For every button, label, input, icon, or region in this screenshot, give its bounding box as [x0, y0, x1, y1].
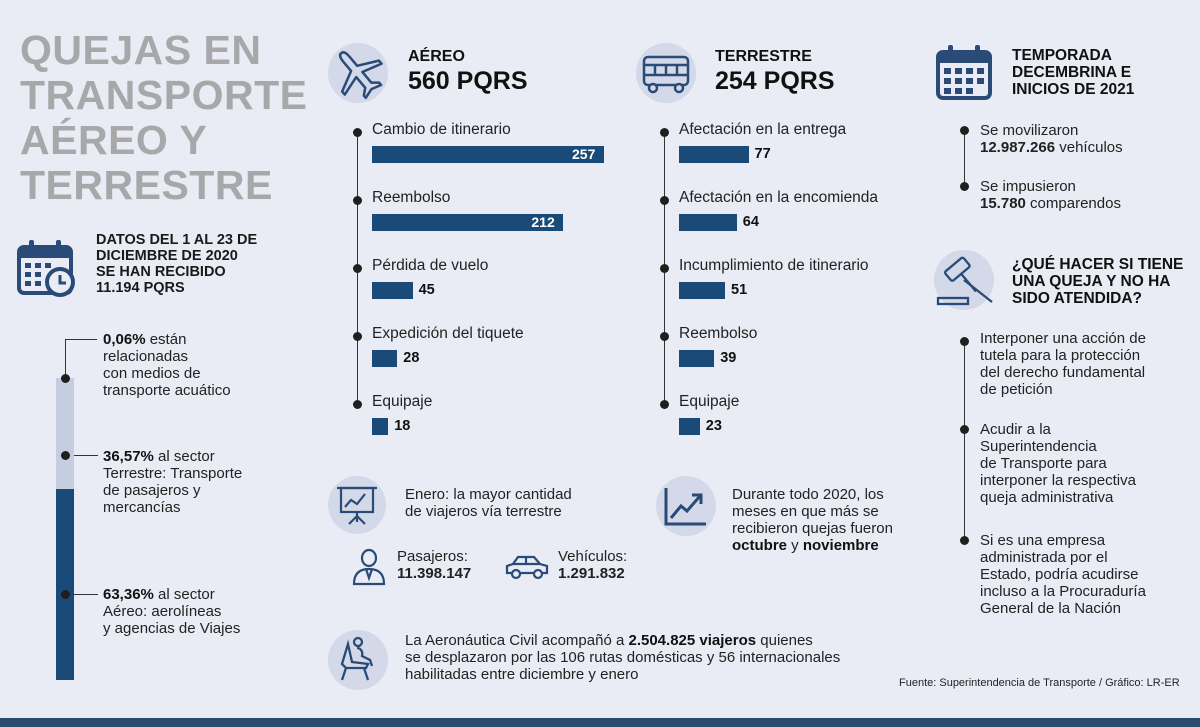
- terrestre-bar: [679, 214, 737, 231]
- calendar-clock-icon: [16, 238, 76, 298]
- terrestre-value-label: 64: [742, 214, 759, 230]
- pasajeros-block: Pasajeros: 11.398.147: [397, 548, 472, 582]
- terrestre-category-label: Incumplimiento de itinerario: [679, 257, 869, 274]
- connector-line: [65, 339, 97, 340]
- share-dot: [61, 590, 70, 599]
- bottom-stripe: [0, 718, 1200, 727]
- temporada-heading: TEMPORADA DECEMBRINA E INICIOS DE 2021: [1012, 47, 1135, 98]
- share-segment-aereo: [56, 489, 74, 680]
- aereo-row-dot: [353, 128, 362, 137]
- aereo-row-dot: [353, 400, 362, 409]
- aereo-value-label: 257: [572, 146, 596, 162]
- terrestre-row-dot: [660, 332, 669, 341]
- aereo-value-label: 18: [394, 418, 411, 434]
- aerocivil-text: La Aeronáutica Civil acompañó a 2.504.825 viajeros quienes se desplazaron por las 106 rutas domésticas y 56 internacionales habilitadas entre diciembre y enero: [405, 632, 841, 683]
- terrestre-category-label: Afectación en la entrega: [679, 121, 847, 138]
- queja-dot: [960, 337, 969, 346]
- temporada-item: Se impusieron 15.780 comparendos: [980, 178, 1121, 212]
- terrestre-total: 254 PQRS: [715, 67, 835, 95]
- terrestre-value-label: 23: [705, 418, 722, 434]
- queja-dot: [960, 425, 969, 434]
- aereo-row-dot: [353, 264, 362, 273]
- aereo-bar: [372, 282, 413, 299]
- share-note-aereo: 63,36% al sector Aéreo: aerolíneas y agencias de Viajes: [103, 586, 241, 637]
- airplane-seat-icon: [328, 630, 388, 690]
- bus-icon: [636, 43, 696, 103]
- aereo-bar: [372, 350, 397, 367]
- connector-line: [74, 455, 98, 456]
- queja-line: [964, 341, 965, 540]
- aereo-bar: [372, 418, 388, 435]
- terrestre-bar: [679, 418, 700, 435]
- terrestre-value-label: 39: [720, 350, 737, 366]
- gavel-icon: [934, 250, 994, 310]
- airplane-icon: [328, 43, 388, 103]
- aereo-row-dot: [353, 196, 362, 205]
- queja-heading: ¿QUÉ HACER SI TIENE UNA QUEJA Y NO HA SIDO ATENDIDA?: [1012, 256, 1184, 307]
- person-icon: [349, 546, 389, 586]
- terrestre-row-dot: [660, 400, 669, 409]
- temporada-dot: [960, 182, 969, 191]
- terrestre-value-label: 51: [731, 282, 748, 298]
- temporada-item: Se movilizaron 12.987.266 vehículos: [980, 122, 1123, 156]
- aereo-bar: [372, 146, 604, 163]
- summary-text: DATOS DEL 1 AL 23 DE DICIEMBRE DE 2020 SE HAN RECIBIDO 11.194 PQRS: [96, 232, 258, 296]
- vehiculos-block: Vehículos: 1.291.832: [558, 548, 628, 582]
- trend-up-icon: [656, 476, 716, 536]
- enero-text: Enero: la mayor cantidad de viajeros vía terrestre: [405, 486, 572, 520]
- terrestre-row-dot: [660, 196, 669, 205]
- calendar-icon: [935, 44, 993, 102]
- queja-dot: [960, 536, 969, 545]
- aereo-value-label: 45: [418, 282, 435, 298]
- terrestre-row-dot: [660, 264, 669, 273]
- connector-line: [65, 339, 66, 378]
- aereo-category-label: Cambio de itinerario: [372, 121, 511, 138]
- aereo-category-label: Expedición del tiquete: [372, 325, 524, 342]
- page-title: QUEJAS EN TRANSPORTE AÉREO Y TERRESTRE: [20, 27, 308, 208]
- terrestre-category-label: Equipaje: [679, 393, 740, 410]
- share-note-terrestre: 36,57% al sector Terrestre: Transporte de pasajeros y mercancías: [103, 448, 243, 516]
- terrestre-bar: [679, 282, 725, 299]
- temporada-line: [964, 130, 965, 186]
- aereo-total: 560 PQRS: [408, 67, 528, 95]
- terrestre-bar: [679, 146, 749, 163]
- car-icon: [504, 553, 550, 581]
- terrestre-bar: [679, 350, 714, 367]
- aereo-label: AÉREO: [408, 48, 465, 65]
- terrestre-category-label: Afectación en la encomienda: [679, 189, 879, 206]
- aereo-row-dot: [353, 332, 362, 341]
- meses-text: Durante todo 2020, los meses en que más se recibieron quejas fueron octubre y noviembre: [732, 486, 893, 554]
- aereo-category-label: Equipaje: [372, 393, 433, 410]
- presentation-chart-icon: [328, 476, 386, 534]
- share-stacked-bar: [56, 378, 74, 680]
- connector-line: [74, 594, 98, 595]
- share-segment-terrestre: [56, 378, 74, 488]
- terrestre-label: TERRESTRE: [715, 48, 812, 65]
- share-dot: [61, 451, 70, 460]
- queja-item: Interponer una acción de tutela para la protección del derecho fundamental de petición: [980, 330, 1146, 398]
- aereo-category-label: Pérdida de vuelo: [372, 257, 489, 274]
- terrestre-row-dot: [660, 128, 669, 137]
- terrestre-category-label: Reembolso: [679, 325, 758, 342]
- queja-item: Si es una empresa administrada por el Estado, podría acudirse incluso a la Procuraduría General de la Nación: [980, 532, 1146, 617]
- aereo-category-label: Reembolso: [372, 189, 451, 206]
- aereo-value-label: 212: [531, 214, 555, 230]
- temporada-dot: [960, 126, 969, 135]
- share-dot: [61, 374, 70, 383]
- aereo-value-label: 28: [403, 350, 420, 366]
- queja-item: Acudir a la Superintendencia de Transporte para interponer la respectiva queja administrativa: [980, 421, 1136, 506]
- terrestre-value-label: 77: [754, 146, 771, 162]
- share-note-acuatico: 0,06% están relacionadas con medios de transporte acuático: [103, 331, 231, 399]
- source-note: Fuente: Superintendencia de Transporte / Gráfico: LR-ER: [899, 677, 1180, 689]
